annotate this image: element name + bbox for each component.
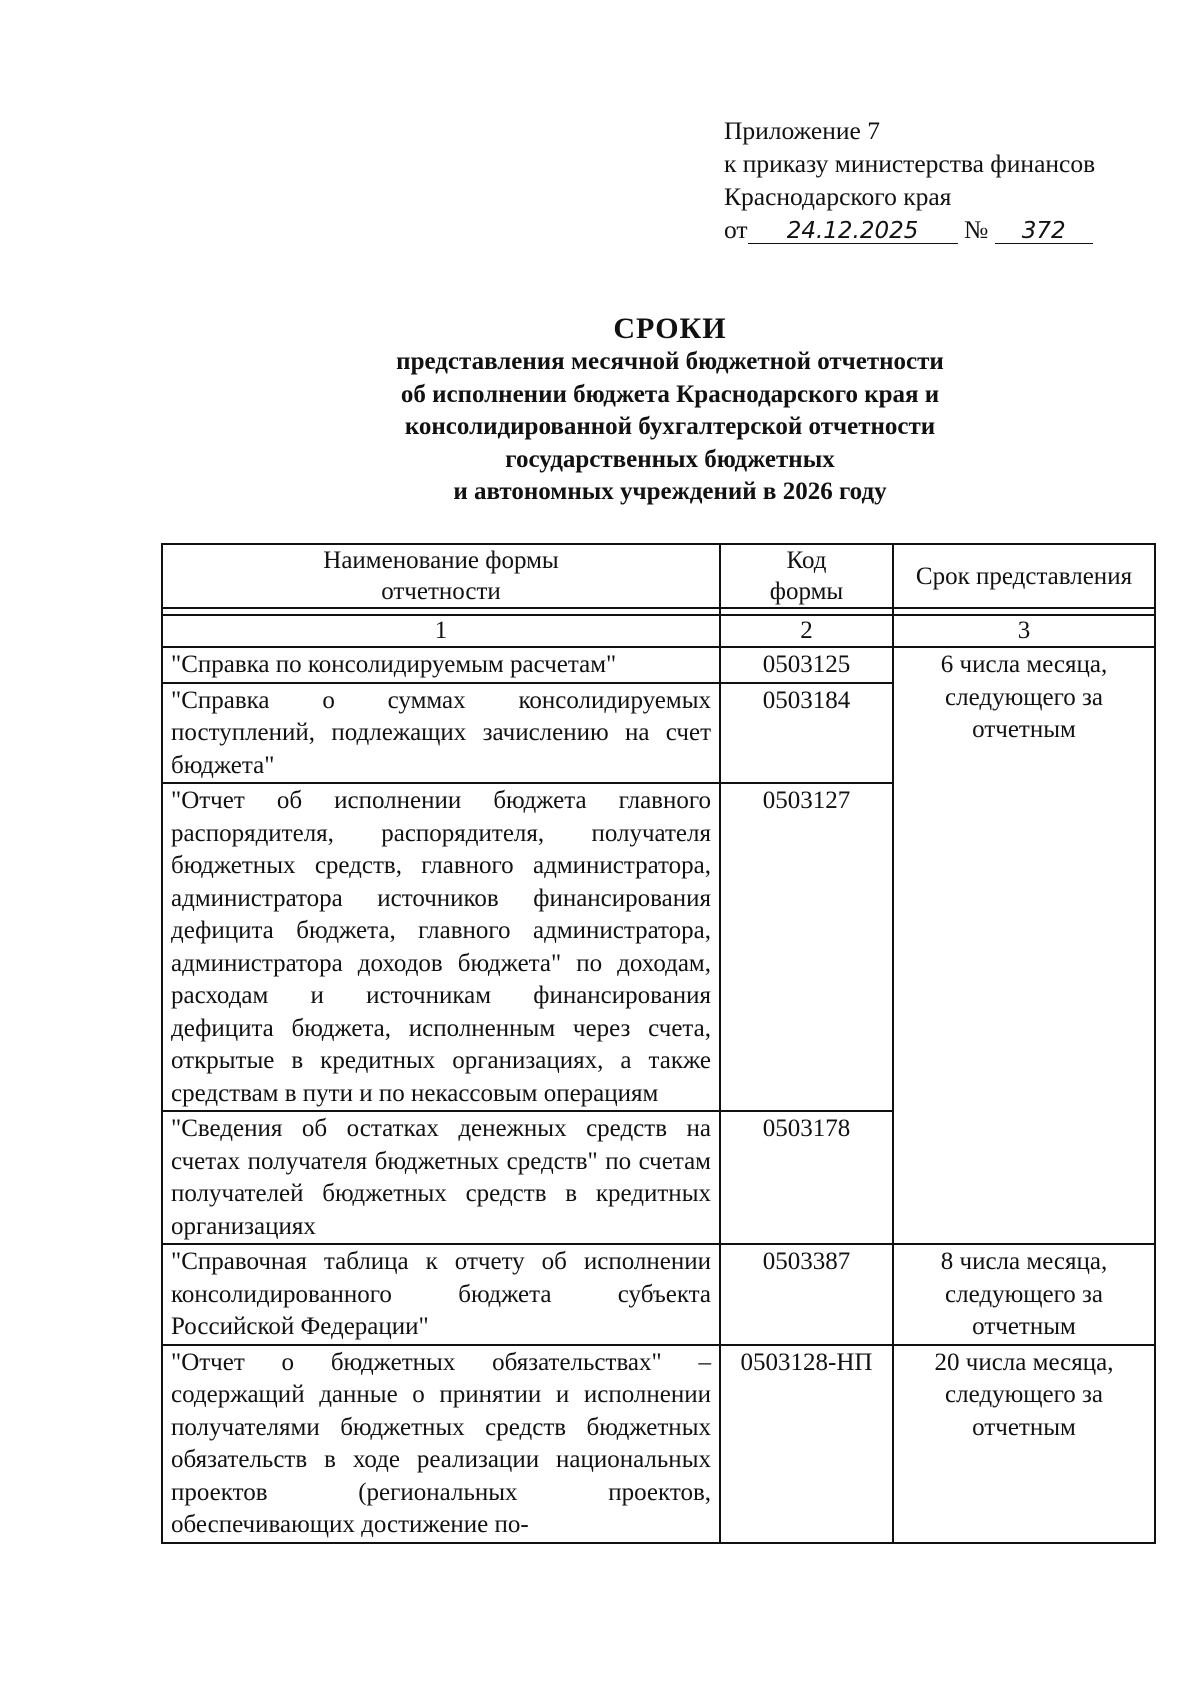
header-form-code: Код формы	[720, 544, 893, 608]
form-code: 0503184	[720, 683, 893, 784]
form-code: 0503127	[720, 783, 893, 1111]
header-form-name: Наименование формы отчетности	[162, 544, 720, 608]
appendix-date-line	[724, 213, 1095, 246]
appendix-region-line: Краснодарского края	[724, 182, 952, 211]
table-header-row	[162, 544, 1155, 608]
table-row	[162, 1345, 1155, 1543]
column-numbers-row	[162, 615, 1155, 647]
table-row	[162, 1244, 1155, 1345]
header-deadline: Срок представления	[893, 544, 1155, 608]
header-separator	[162, 608, 1155, 615]
document-title: СРОКИ	[613, 312, 727, 345]
subtitle-line: об исполнении бюджета Краснодарского края и	[400, 380, 940, 408]
deadline-cell: 8 числа месяца, следующего за отчетным	[893, 1244, 1155, 1345]
form-name: "Отчет об исполнении бюджета главного распорядителя, распорядителя, получателя бюджетных средств, главного администратора, администратора источников финансирования дефицита бюджета, главного администратора, администратора доходов бюджета" по доходам, расходам и источникам финансирования дефицита бюджета, исполненным через счета, открытые в кредитных организациях, а также средствам в пути и по некассовым операциям	[162, 783, 720, 1111]
form-code: 0503128-НП	[720, 1345, 893, 1543]
column-number: 1	[162, 615, 720, 647]
form-name: "Отчет о бюджетных обязательствах" – содержащий данные о принятии и исполнении получателями бюджетных средств бюджетных обязательств в ходе реализации национальных проектов (региональных проектов, обеспечивающих достижение по-	[162, 1345, 720, 1543]
subtitle-line: государственных бюджетных	[505, 445, 835, 473]
deadline-cell: 20 числа месяца, следующего за отчетным	[893, 1345, 1155, 1543]
order-date: 24.12.2025	[748, 219, 958, 244]
number-sign: №	[963, 215, 989, 244]
form-name: "Справка о суммах консолидируемых поступлений, подлежащих зачислению на счет бюджета"	[162, 683, 720, 784]
appendix-title: Приложение 7	[724, 116, 880, 145]
order-number: 372	[995, 219, 1093, 244]
form-code: 0503387	[720, 1244, 893, 1345]
form-code: 0503125	[720, 647, 893, 683]
deadlines-table	[161, 543, 1156, 1544]
date-prefix: от	[724, 215, 748, 244]
column-number: 2	[720, 615, 893, 647]
form-name: "Справочная таблица к отчету об исполнении консолидированного бюджета субъекта Российской Федерации"	[162, 1244, 720, 1345]
form-name: "Сведения об остатках денежных средств на счетах получателя бюджетных средств" по счетам получателей бюджетных средств в кредитных организациях	[162, 1111, 720, 1244]
column-number: 3	[893, 615, 1155, 647]
subtitle-line: консолидированной бухгалтерской отчетности	[404, 413, 936, 440]
form-code: 0503178	[720, 1111, 893, 1244]
deadline-cell: 6 числа месяца, следующего за отчетным	[893, 647, 1155, 1244]
subtitle-line: представления месячной бюджетной отчетности	[396, 348, 944, 375]
form-name: "Справка по консолидируемым расчетам"	[162, 647, 720, 683]
document-subtitle	[200, 346, 1140, 509]
appendix-block	[724, 114, 1095, 246]
table-row	[162, 647, 1155, 683]
appendix-order-line: к приказу министерства финансов	[724, 149, 1096, 178]
subtitle-line: и автономных учреждений в 2026 году	[453, 478, 887, 505]
